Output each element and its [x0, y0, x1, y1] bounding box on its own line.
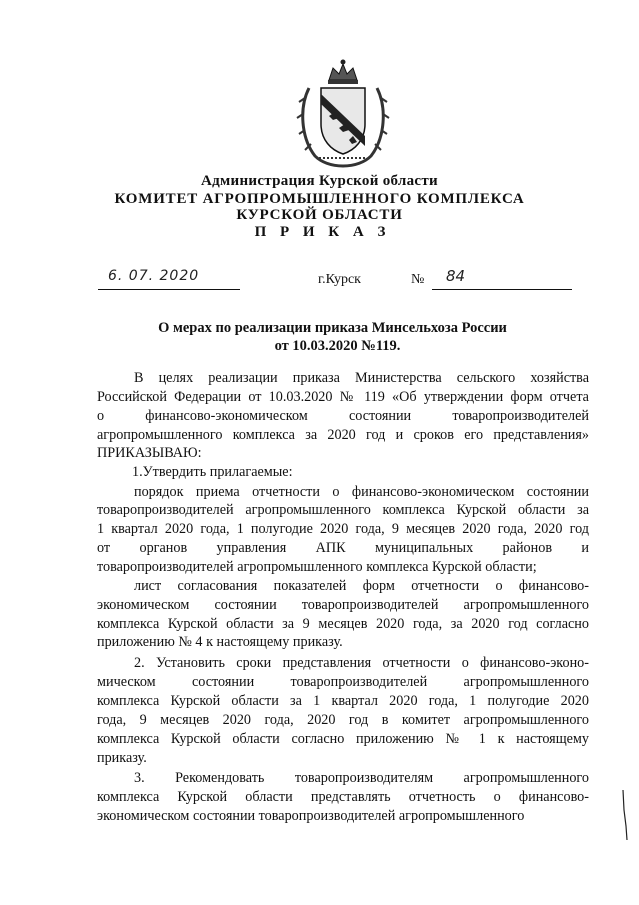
body-line: комплекса Курской области за 9 месяцев 2020 года, за 2020 год согласно	[97, 616, 589, 632]
number-field	[432, 267, 572, 290]
city-label: г.Курск	[318, 272, 361, 287]
body-line: Российской Федерации от 10.03.2020 № 119 «Об утверждении форм отчета	[97, 389, 589, 405]
header-committee: КОМИТЕТ АГРОПРОМЫШЛЕННОГО КОМПЛЕКСА	[114, 191, 525, 207]
body-line: 1.Утвердить прилагаемые:	[132, 464, 293, 480]
body-line: от органов управления АПК муниципальных районов и	[97, 540, 589, 556]
body-line: приложению № 4 к настоящему приказу.	[97, 634, 343, 650]
body-line: приказу.	[97, 750, 147, 766]
body-line: экономическом состоянии товаропроизводителей агропромышленного	[97, 808, 525, 824]
body-line: 2. Установить сроки представления отчетности о финансово-эконо-	[134, 655, 589, 671]
header-administration: Администрация Курской области	[200, 173, 439, 189]
order-title-line-1: О мерах по реализации приказа Минсельхоза России	[158, 320, 507, 336]
body-line: о финансово-экономическом состоянии товаропроизводителей	[97, 408, 589, 424]
order-title-line-2: от 10.03.2020 №119.	[274, 338, 401, 354]
body-line: товаропроизводителей агропромышленного комплекса Курской области;	[97, 559, 537, 575]
number-handwritten: 84	[446, 267, 466, 285]
header-order: П Р И К А З	[254, 224, 391, 240]
body-line: года, 9 месяцев 2020 года, 2020 год в комитет агропромышленного	[97, 712, 589, 728]
body-line: 1 квартал 2020 года, 1 полугодие 2020 года, 9 месяцев 2020 года, 2020 год	[97, 521, 589, 537]
body-line: порядок приема отчетности о финансово-экономическом состоянии	[134, 484, 589, 500]
body-line: ПРИКАЗЫВАЮ:	[97, 445, 202, 461]
date-handwritten: 6. 07. 2020	[108, 268, 200, 284]
body-line: мическом состоянии товаропроизводителей агропромышленного	[97, 674, 589, 690]
header-region: КУРСКОЙ ОБЛАСТИ	[236, 207, 403, 223]
body-line: 3. Рекомендовать товаропроизводителям агропромышленного	[134, 770, 589, 786]
body-line: агропромышленного комплекса за 2020 год и сроков его представления»	[97, 427, 589, 443]
body-line: комплекса Курской области представлять отчетность о финансово-	[97, 789, 589, 805]
body-line: В целях реализации приказа Министерства сельского хозяйства	[134, 370, 589, 386]
body-line: товаропроизводителей агропромышленного комплекса Курской области за	[97, 502, 589, 518]
coat-of-arms-emblem	[295, 58, 391, 168]
body-line: экономическом состоянии товаропроизводителей агропромышленного	[97, 597, 589, 613]
body-line: комплекса Курской области за 1 квартал 2020 года, 1 полугодие 2020	[97, 693, 589, 709]
scan-margin-mark	[622, 790, 628, 840]
date-field	[98, 270, 240, 290]
body-line: комплекса Курской области согласно приложению № 1 к настоящему	[97, 731, 589, 747]
body-line: лист согласования показателей форм отчетности о финансово-	[134, 578, 589, 594]
number-label: №	[411, 272, 425, 287]
